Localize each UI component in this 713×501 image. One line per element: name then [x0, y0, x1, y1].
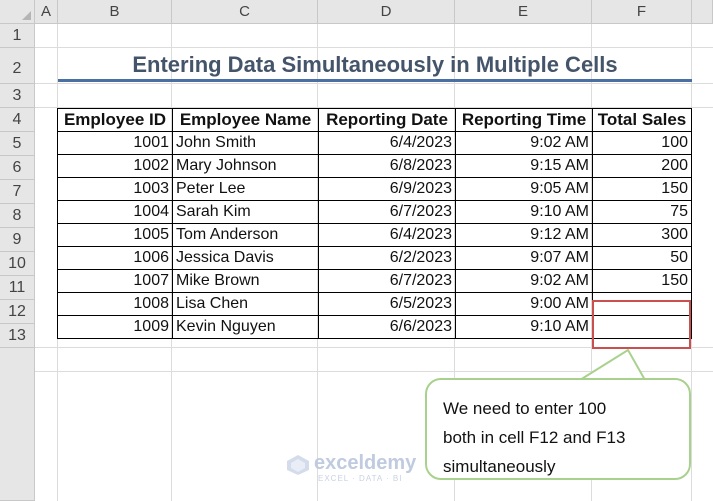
callout-line-2: both in cell F12 and F13 — [443, 428, 626, 447]
table-row — [58, 316, 692, 339]
table-row — [58, 247, 692, 270]
cell-total-sales[interactable]: 150 — [593, 178, 692, 201]
cell-reporting-time[interactable]: 9:00 AM — [456, 293, 593, 316]
cell-total-sales[interactable]: 50 — [593, 247, 692, 270]
cell-employee-id[interactable]: 1004 — [58, 201, 173, 224]
header-employee-id[interactable]: Employee ID — [58, 109, 173, 132]
cell-employee-name[interactable]: Kevin Nguyen — [173, 316, 319, 339]
cell-employee-id[interactable]: 1007 — [58, 270, 173, 293]
column-header-f[interactable]: F — [592, 0, 692, 24]
row-header-8[interactable]: 8 — [0, 204, 35, 228]
cell-employee-id[interactable]: 1005 — [58, 224, 173, 247]
cell-reporting-time[interactable]: 9:15 AM — [456, 155, 593, 178]
cell-employee-name[interactable]: Mary Johnson — [173, 155, 319, 178]
table-row — [58, 178, 692, 201]
cell-employee-name[interactable]: Peter Lee — [173, 178, 319, 201]
column-header-d[interactable]: D — [318, 0, 455, 24]
table-row — [58, 132, 692, 155]
exceldemy-logo-icon — [286, 454, 310, 476]
row-header-4[interactable]: 4 — [0, 108, 35, 132]
cell-employee-id[interactable]: 1001 — [58, 132, 173, 155]
row-header-6[interactable]: 6 — [0, 156, 35, 180]
cell-total-sales[interactable]: 300 — [593, 224, 692, 247]
header-reporting-time[interactable]: Reporting Time — [456, 109, 593, 132]
row-header-1[interactable]: 1 — [0, 24, 35, 48]
cell-employee-id[interactable]: 1009 — [58, 316, 173, 339]
cell-total-sales[interactable]: 150 — [593, 270, 692, 293]
cell-employee-id[interactable]: 1008 — [58, 293, 173, 316]
callout-line-3: simultaneously — [443, 457, 556, 476]
cell-reporting-time[interactable]: 9:12 AM — [456, 224, 593, 247]
cell-total-sales[interactable]: 75 — [593, 201, 692, 224]
gridline — [35, 371, 713, 372]
table-row — [58, 201, 692, 224]
cell-employee-name[interactable]: Lisa Chen — [173, 293, 319, 316]
cell-f13[interactable] — [593, 316, 692, 339]
cell-reporting-date[interactable]: 6/5/2023 — [319, 293, 456, 316]
table-header-row — [58, 109, 692, 132]
row-header-9[interactable]: 9 — [0, 228, 35, 252]
header-reporting-date[interactable]: Reporting Date — [319, 109, 456, 132]
column-header-b[interactable]: B — [58, 0, 172, 24]
sheet-title: Entering Data Simultaneously in Multiple Cells — [132, 52, 618, 77]
employee-sales-table — [57, 108, 692, 339]
watermark-tagline: EXCEL · DATA · BI — [318, 474, 403, 483]
cell-reporting-date[interactable]: 6/7/2023 — [319, 201, 456, 224]
row-header-11[interactable]: 11 — [0, 276, 35, 300]
cell-employee-name[interactable]: Tom Anderson — [173, 224, 319, 247]
callout-line-1: We need to enter 100 — [443, 399, 607, 418]
table-row — [58, 293, 692, 316]
row-header-13[interactable]: 13 — [0, 324, 35, 348]
cell-employee-name[interactable]: Sarah Kim — [173, 201, 319, 224]
title-underline — [58, 79, 692, 82]
cell-employee-id[interactable]: 1006 — [58, 247, 173, 270]
cell-reporting-time[interactable]: 9:10 AM — [456, 316, 593, 339]
table-row — [58, 270, 692, 293]
cell-total-sales[interactable]: 100 — [593, 132, 692, 155]
cell-employee-name[interactable]: Jessica Davis — [173, 247, 319, 270]
cell-reporting-date[interactable]: 6/6/2023 — [319, 316, 456, 339]
select-all-triangle-icon — [22, 11, 31, 20]
cell-reporting-time[interactable]: 9:05 AM — [456, 178, 593, 201]
gridline — [35, 83, 713, 84]
header-total-sales[interactable]: Total Sales — [593, 109, 692, 132]
column-header-g-partial[interactable] — [692, 0, 713, 24]
cell-reporting-date[interactable]: 6/2/2023 — [319, 247, 456, 270]
select-all-corner[interactable] — [0, 0, 35, 24]
cell-reporting-time[interactable]: 9:10 AM — [456, 201, 593, 224]
cell-f12[interactable] — [593, 293, 692, 316]
cell-employee-name[interactable]: Mike Brown — [173, 270, 319, 293]
cell-reporting-date[interactable]: 6/7/2023 — [319, 270, 456, 293]
row-header-10[interactable]: 10 — [0, 252, 35, 276]
cell-reporting-date[interactable]: 6/4/2023 — [319, 132, 456, 155]
cell-employee-id[interactable]: 1003 — [58, 178, 173, 201]
table-row — [58, 155, 692, 178]
cell-total-sales[interactable]: 200 — [593, 155, 692, 178]
column-header-a[interactable]: A — [35, 0, 58, 24]
cell-employee-name[interactable]: John Smith — [173, 132, 319, 155]
header-employee-name[interactable]: Employee Name — [173, 109, 319, 132]
cell-reporting-time[interactable]: 9:02 AM — [456, 270, 593, 293]
table-row — [58, 224, 692, 247]
callout-note — [425, 378, 691, 480]
column-header-e[interactable]: E — [455, 0, 592, 24]
cell-reporting-time[interactable]: 9:07 AM — [456, 247, 593, 270]
column-header-c[interactable]: C — [172, 0, 318, 24]
cell-reporting-date[interactable]: 6/8/2023 — [319, 155, 456, 178]
gridline — [35, 347, 713, 348]
cell-reporting-time[interactable]: 9:02 AM — [456, 132, 593, 155]
row-header-3[interactable]: 3 — [0, 84, 35, 108]
cell-reporting-date[interactable]: 6/4/2023 — [319, 224, 456, 247]
cell-reporting-date[interactable]: 6/9/2023 — [319, 178, 456, 201]
row-header-empty — [0, 348, 35, 501]
row-header-2[interactable]: 2 — [0, 48, 35, 84]
watermark-name: exceldemy — [314, 452, 417, 474]
cell-employee-id[interactable]: 1002 — [58, 155, 173, 178]
row-header-12[interactable]: 12 — [0, 300, 35, 324]
row-header-5[interactable]: 5 — [0, 132, 35, 156]
row-header-7[interactable]: 7 — [0, 180, 35, 204]
